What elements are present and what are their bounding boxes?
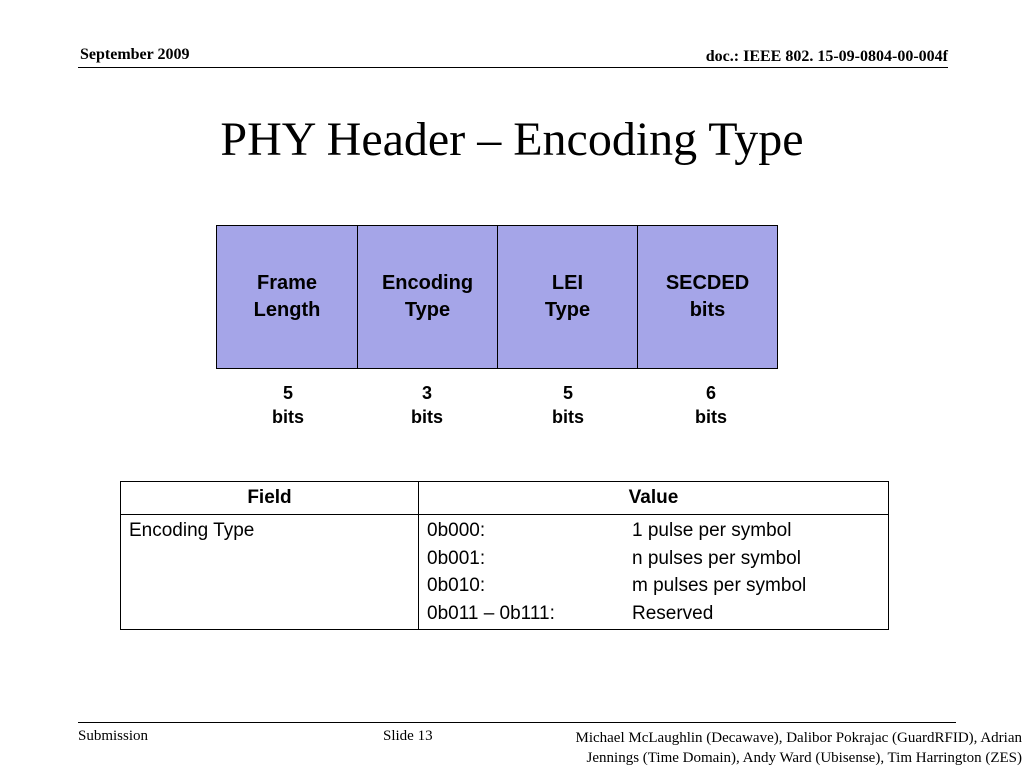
value-code: 0b010: (427, 575, 486, 596)
bits-encoding-type: 3 bits (410, 383, 443, 427)
field-frame-length (217, 226, 357, 368)
cell-field: Encoding Type (121, 515, 419, 630)
field-label: SECDED bits (665, 272, 750, 321)
field-label: Encoding Type (381, 272, 474, 321)
slide-title: PHY Header – Encoding Type (220, 113, 804, 166)
field-secded-bits (637, 226, 777, 368)
value-code: 0b000: (427, 520, 486, 541)
value-meaning: Reserved (632, 602, 714, 624)
field-label: Frame Length (253, 272, 321, 321)
bits-secded: 6 bits (694, 383, 727, 427)
header-date: September 2009 (80, 46, 190, 63)
header-rule (78, 67, 948, 68)
footer-submission: Submission (78, 728, 149, 744)
header-doc-id: doc.: IEEE 802. 15-09-0804-00-004f (705, 48, 948, 65)
header-value: Value (419, 482, 889, 515)
field-lei-type (497, 226, 637, 368)
value-entry (427, 517, 880, 545)
cell-values (419, 515, 889, 630)
value-meaning: m pulses per symbol (632, 575, 807, 596)
footer-slide-number: Slide 13 (383, 728, 433, 744)
footer-rule (78, 722, 956, 723)
phy-header-fields (216, 225, 778, 369)
value-meaning: n pulses per symbol (632, 547, 801, 569)
value-code: 0b001: (427, 547, 486, 569)
value-entry (427, 545, 880, 573)
table-row (121, 515, 889, 630)
field-encoding-type (357, 226, 497, 368)
value-code: 0b011 – 0b111: (427, 602, 555, 624)
value-entry (427, 572, 880, 600)
bits-lei-type: 5 bits (551, 383, 584, 427)
field-label: LEI Type (544, 272, 591, 321)
bits-frame-length: 5 bits (271, 383, 304, 427)
footer-authors: Michael McLaughlin (Decawave), Dalibor Pokrajac (GuardRFID), Adrian Jennings (Time Domain), Andy Ward (Ubisense), Tim Harrington (ZES) (575, 730, 1022, 766)
table-header-row (121, 482, 889, 515)
header-field: Field (121, 482, 419, 515)
value-entry (427, 600, 880, 628)
value-meaning: 1 pulse per symbol (632, 520, 792, 541)
encoding-value-table (120, 481, 889, 630)
